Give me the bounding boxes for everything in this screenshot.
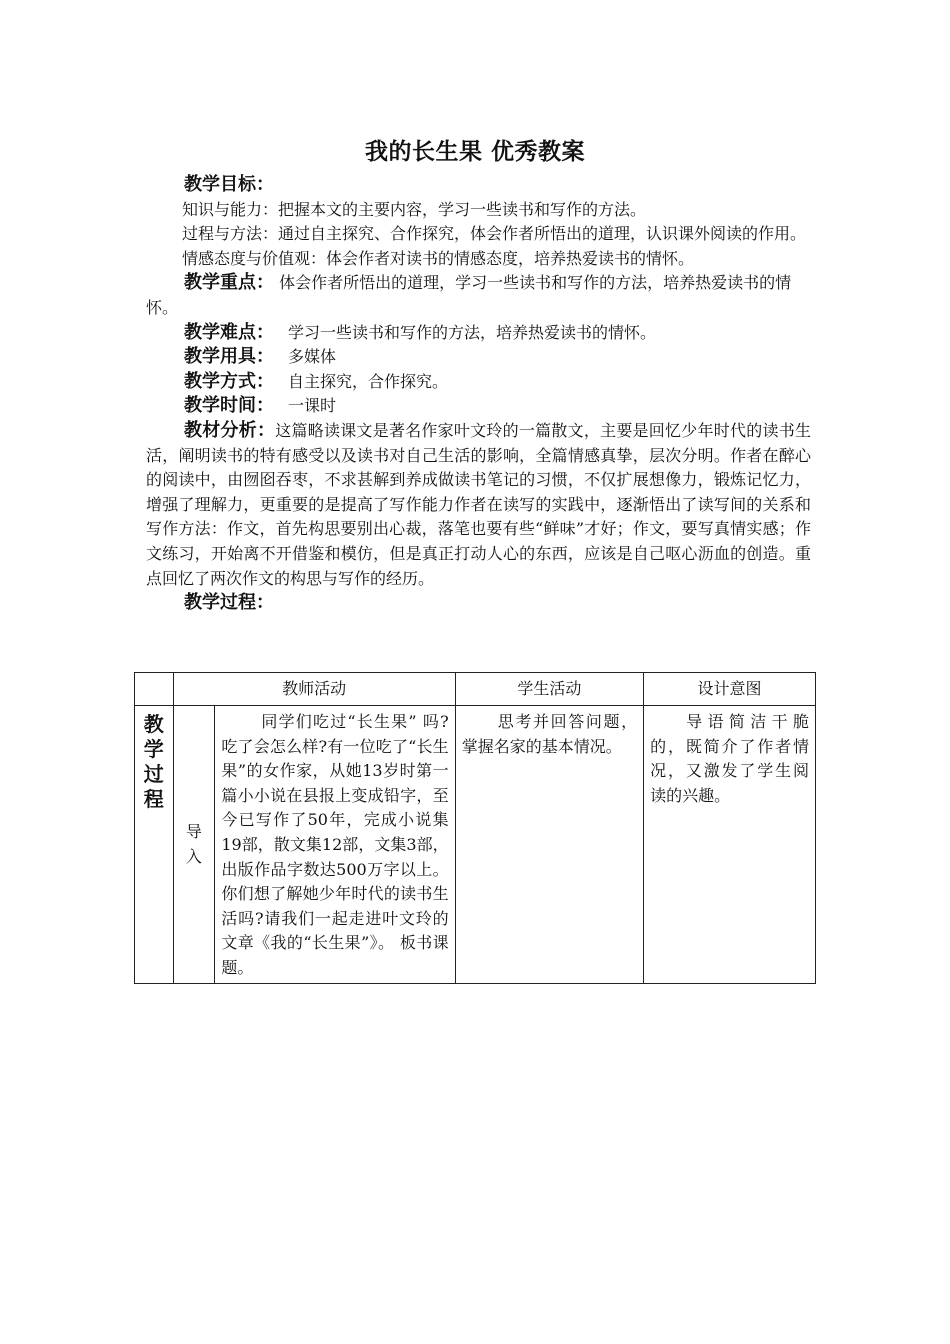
teacher-activity-cell — [215, 706, 455, 984]
analysis-text: 这篇略读课文是著名作家叶文玲的一篇散文，主要是回忆少年时代的读书生活，阐明读书的特有感受以及读书对自己生活的影响，全篇情感真挚，层次分明。作者在醉心的阅读中，由囫囵吞枣，不求甚解到养成做读书笔记的习惯，不仅扩展想像力，锻炼记忆力，增强了理解力，更重要的是提高了写作能力作者在读写的实践中，逐渐悟出了读写间的关系和写作方法：作文，首先构思要别出心裁，落笔也要有些“鲜味”才好；作文，要写真情实感；作文练习，开始离不开借鉴和模仿，但是真正打动人心的东西，应该是自己呕心沥血的创造。重点回忆了两次作文的构思与写作的经历。 — [146, 420, 811, 588]
section-label-char: 学 — [143, 737, 164, 761]
tools-heading: 教学用具： — [184, 346, 274, 368]
step-label-char: 入 — [185, 847, 202, 867]
process-heading: 教学过程： — [184, 592, 274, 614]
design-intent-cell — [644, 706, 816, 984]
tools-text: 多媒体 — [288, 347, 337, 367]
tools-paragraph — [146, 345, 811, 370]
difficulties-heading: 教学难点： — [184, 321, 274, 343]
objective-emotion: 情感态度与价值观：体会作者对读书的情感态度，培养热爱读书的情怀。 — [182, 248, 695, 268]
time-paragraph — [146, 394, 811, 419]
table-row — [135, 706, 816, 984]
student-activity-cell — [455, 706, 643, 984]
section-label-char: 教 — [143, 712, 164, 736]
section-label-char: 过 — [143, 762, 164, 786]
teacher-activity-text: 同学们吃过“长生果” 吗?吃了会怎么样?有一位吃了“长生果”的女作家，从她13岁时第一篇小小说在县报上变成铅字，至今已写作了50年，完成小说集19部，散文集12部，文集3部，出版作品字数达500万字以上。你们想了解她少年时代的读书生活吗?请我们一起走进叶文玲的文章《我的“长生果”》。 板书课题。 — [221, 712, 449, 977]
key-points-heading: 教学重点： — [184, 272, 274, 294]
method-text: 自主探究，合作探究。 — [288, 371, 449, 391]
step-label-char: 导 — [185, 822, 202, 842]
difficulties-paragraph — [146, 321, 811, 346]
key-points-text: 体会作者所悟出的道理，学习一些读书和写作的方法，培养热爱读书的情怀。 — [146, 273, 792, 317]
table-header-row — [135, 673, 816, 706]
method-heading: 教学方式： — [184, 370, 274, 392]
header-teacher-cell — [173, 673, 455, 706]
header-intent-cell — [644, 673, 816, 706]
design-intent-text: 导语简洁干脆的，既简介了作者情况，又激发了学生阅读的兴趣。 — [650, 712, 809, 805]
time-heading: 教学时间： — [184, 395, 274, 417]
key-points-paragraph — [146, 271, 811, 320]
header-intent-label: 设计意图 — [697, 678, 762, 698]
lesson-plan-body — [146, 173, 811, 616]
step-label-cell — [173, 706, 215, 984]
document-title: 我的长生果 优秀教案 — [364, 139, 585, 165]
method-paragraph — [146, 370, 811, 395]
header-student-label: 学生活动 — [517, 678, 582, 698]
analysis-heading: 教材分析： — [184, 419, 276, 441]
header-blank-cell — [135, 673, 174, 706]
section-label-cell — [135, 706, 174, 984]
objective-process: 过程与方法：通过自主探究、合作探究，体会作者所悟出的道理，认识课外阅读的作用。 — [182, 224, 807, 244]
objectives-heading: 教学目标： — [184, 174, 274, 195]
difficulties-text: 学习一些读书和写作的方法，培养热爱读书的情怀。 — [288, 322, 657, 342]
student-activity-text: 思考并回答问题，掌握名家的基本情况。 — [461, 712, 638, 756]
time-text: 一课时 — [288, 396, 337, 416]
teaching-process-table — [134, 672, 816, 984]
header-student-cell — [455, 673, 643, 706]
section-label-char: 程 — [143, 787, 164, 811]
objective-knowledge: 知识与能力：把握本文的主要内容，学习一些读书和写作的方法。 — [182, 199, 647, 219]
header-teacher-label: 教师活动 — [282, 678, 347, 698]
analysis-paragraph — [146, 419, 811, 591]
